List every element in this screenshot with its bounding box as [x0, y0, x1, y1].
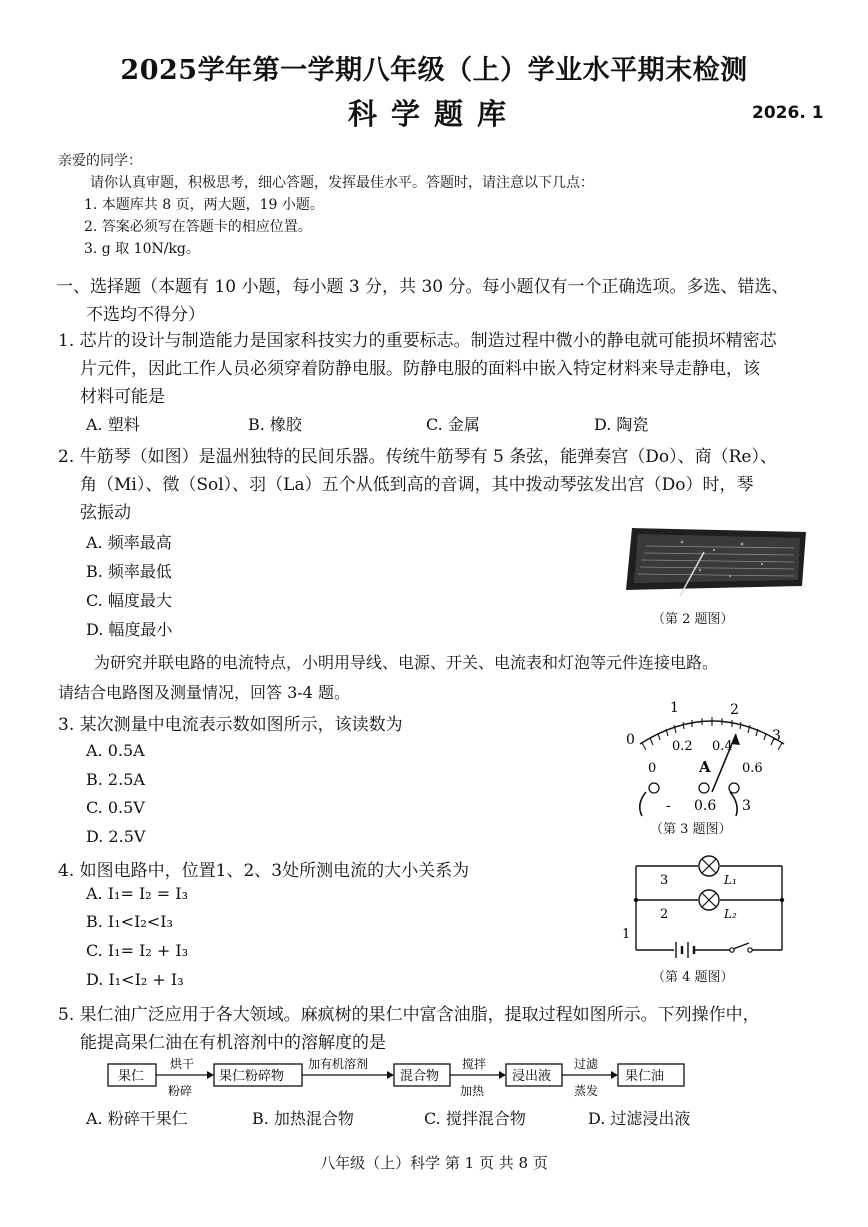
section-heading: 一、选择题（本题有 10 小题，每小题 3 分，共 30 分。每小题仅有一个正确选项。多选、错选、 — [56, 277, 789, 297]
q2-figure-caption: （第 2 题图） — [652, 612, 734, 627]
q1-option-b[interactable]: B. 橡胶 — [248, 415, 302, 434]
q1-line: 材料可能是 — [80, 387, 165, 407]
q5-option-d[interactable]: D. 过滤浸出液 — [588, 1109, 691, 1128]
q5-option-a[interactable]: A. 粉碎干果仁 — [86, 1109, 188, 1128]
flow-box-2: 果仁粉碎物 — [219, 1069, 285, 1084]
notice-intro: 请你认真审题，积极思考，细心答题，发挥最佳水平。答题时，请注意以下几点： — [90, 175, 594, 191]
flow-box-5: 果仁油 — [625, 1069, 665, 1084]
flow-step-top-1: 烘干 — [170, 1057, 195, 1071]
exam-date: 2026. 1 — [752, 103, 824, 123]
notice-item: 1. 本题库共 8 页，两大题，19 小题。 — [84, 197, 324, 213]
lamp-l2-icon — [699, 890, 719, 910]
q3-option-a[interactable]: A. 0.5A — [86, 741, 145, 760]
q5-option-c[interactable]: C. 搅拌混合物 — [424, 1109, 526, 1128]
q2-line: 2. 牛筋琴（如图）是温州独特的民间乐器。传统牛筋琴有 5 条弦，能弹奏宫（Do）、商（Re）、 — [58, 447, 777, 467]
q5-line: 能提高果仁油在有机溶剂中的溶解度的是 — [80, 1033, 386, 1053]
q4-option-a[interactable]: A. I₁= I₂ = I₃ — [86, 884, 188, 903]
q2-line: 弦振动 — [80, 503, 131, 523]
q3-stem: 3. 某次测量中电流表示数如图所示，该读数为 — [58, 715, 403, 735]
flow-step-bottom-4: 蒸发 — [574, 1084, 599, 1098]
q1-option-d[interactable]: D. 陶瓷 — [594, 415, 649, 434]
flow-step-top-2: 加有机溶剂 — [308, 1057, 369, 1071]
q2-line: 角（Mi）、徵（Sol）、羽（La）五个从低到高的音调，其中拨动琴弦发出宫（Do）时，琴 — [80, 475, 754, 495]
notice-item: 2. 答案必须写在答题卡的相应位置。 — [84, 219, 312, 235]
flow-step-top-4: 过滤 — [574, 1057, 599, 1071]
meter-top-1: 1 — [670, 700, 679, 716]
q4-option-d[interactable]: D. I₁<I₂ + I₃ — [86, 970, 184, 989]
meter-bottom-3: 0.6 — [742, 761, 763, 776]
flow-box-4: 浸出液 — [512, 1069, 552, 1084]
q1-option-a[interactable]: A. 塑料 — [86, 415, 140, 434]
extraction-flowchart — [104, 1052, 694, 1098]
section-heading-cont: 不选均不得分） — [86, 305, 205, 325]
q2-option-c[interactable]: C. 幅度最大 — [86, 591, 172, 610]
flow-step-top-3: 搅拌 — [462, 1057, 487, 1071]
q5-line: 5. 果仁油广泛应用于各大领域。麻疯树的果仁中富含油脂，提取过程如图所示。下列操作中， — [58, 1005, 760, 1025]
exam-subtitle: 科学题库 — [347, 97, 520, 131]
meter-top-2: 2 — [730, 702, 739, 718]
meter-bottom-1: 0.2 — [672, 739, 693, 754]
flow-box-3: 混合物 — [400, 1069, 440, 1084]
q3-option-d[interactable]: D. 2.5V — [86, 827, 146, 846]
meter-top-0: 0 — [626, 732, 635, 748]
position-3-label: 3 — [660, 873, 669, 888]
page-footer: 八年级（上）科学 第 1 页 共 8 页 — [320, 1154, 548, 1172]
meter-top-3: 3 — [772, 728, 781, 744]
q3-4-intro-cont: 请结合电路图及测量情况，回答 3-4 题。 — [58, 683, 350, 702]
ammeter-diagram — [612, 692, 812, 824]
lamp-l1-icon — [699, 856, 719, 876]
flow-box-1: 果仁 — [118, 1069, 145, 1084]
exam-title: 2025学年第一学期八年级（上）学业水平期末检测 — [120, 55, 748, 86]
q3-option-b[interactable]: B. 2.5A — [86, 770, 145, 789]
q3-option-c[interactable]: C. 0.5V — [86, 798, 145, 817]
zither-image — [622, 520, 812, 598]
position-1-label: 1 — [622, 927, 631, 942]
notice-item: 3. g 取 10N/kg。 — [84, 241, 200, 257]
terminal-3: 3 — [742, 798, 751, 814]
lamp-l2-label: L₂ — [724, 907, 737, 921]
greeting: 亲爱的同学： — [58, 153, 142, 169]
q4-stem: 4. 如图电路中，位置1、2、3处所测电流的大小关系为 — [58, 861, 470, 881]
circuit-diagram — [620, 852, 800, 964]
q1-option-c[interactable]: C. 金属 — [426, 415, 480, 434]
q4-option-c[interactable]: C. I₁= I₂ + I₃ — [86, 941, 189, 960]
q5-option-b[interactable]: B. 加热混合物 — [252, 1109, 354, 1128]
switch-icon — [730, 943, 752, 952]
q1-line: 1. 芯片的设计与制造能力是国家科技实力的重要标志。制造过程中微小的静电就可能损坏精密芯 — [58, 331, 777, 351]
q1-line: 片元件，因此工作人员必须穿着防静电服。防静电服的面料中嵌入特定材料来导走静电，该 — [80, 359, 760, 379]
q3-4-intro: 为研究并联电路的电流特点，小明用导线、电源、开关、电流表和灯泡等元件连接电路。 — [94, 653, 719, 672]
terminal-0-6: 0.6 — [694, 798, 717, 814]
q2-option-b[interactable]: B. 频率最低 — [86, 562, 172, 581]
meter-bottom-0: 0 — [648, 761, 657, 776]
flow-step-bottom-1: 粉碎 — [168, 1084, 193, 1098]
q2-option-d[interactable]: D. 幅度最小 — [86, 620, 173, 639]
q3-figure-caption: （第 3 题图） — [650, 822, 732, 837]
flow-step-bottom-3: 加热 — [460, 1084, 485, 1098]
q4-option-b[interactable]: B. I₁<I₂<I₃ — [86, 912, 173, 931]
meter-unit: A — [699, 758, 711, 776]
q4-figure-caption: （第 4 题图） — [652, 970, 734, 985]
position-2-label: 2 — [660, 907, 669, 922]
q2-option-a[interactable]: A. 频率最高 — [86, 533, 172, 552]
battery-icon — [676, 942, 694, 958]
terminal-negative: - — [666, 798, 671, 814]
lamp-l1-label: L₁ — [724, 873, 737, 887]
meter-bottom-2: 0.4 — [712, 739, 733, 754]
